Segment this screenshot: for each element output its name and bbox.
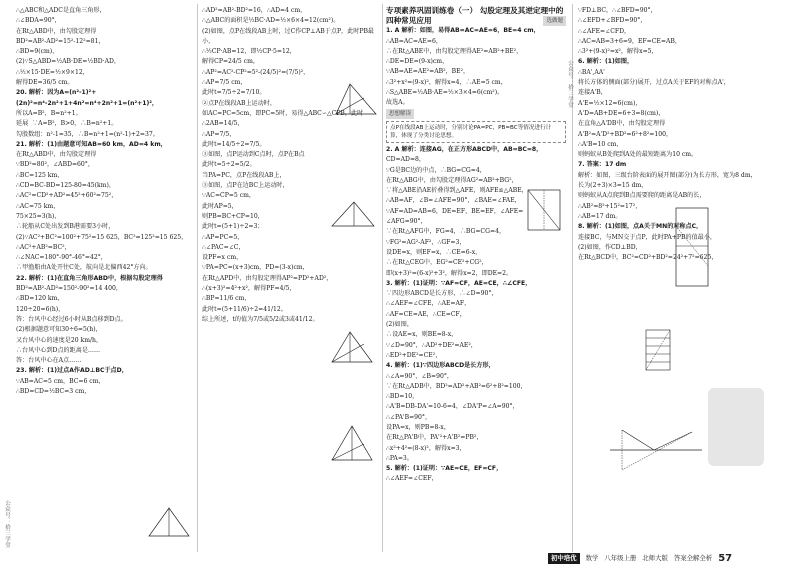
answer-line: ∴A'B=10 cm， [578, 140, 623, 148]
answer-line: 设DE=x，则EF=x，∴CE=6-x， [386, 248, 482, 256]
answer-line: ∴AF=CE=AE，∴CE=CF， [386, 310, 466, 318]
footer-subject: 数学 [585, 554, 599, 562]
answer-line: ∴BC=125 km， [16, 171, 64, 179]
answer-line: ∴DE=DE=(9-x)cm， [386, 58, 449, 66]
answer-line: 23. 解析：(1)过点A作AD⊥BC于点D， [16, 367, 128, 375]
answer-line: ∴BD=CD=½BC=3 cm， [16, 387, 91, 395]
answer-line: ∴甲渔船由A处开往C处，航向是北偏西42°方向。 [16, 264, 152, 272]
answer-line: ∴2AB=14/5， [202, 120, 244, 128]
answer-line: 连接BC，与MN交于点P，此时PA+PB的值最小， [578, 233, 716, 241]
answer-line: (2)∵AC²+BC²=100²+75²=15 625，BC²=125²=15 625， [16, 233, 188, 241]
answer-line: 故选A。 [386, 99, 409, 107]
answer-line: 在Rt△ABD中，由勾股定理得 [16, 27, 97, 35]
answer-line: 7. 答案：17 dm [578, 161, 627, 169]
footer-grade: 八年级上册 [604, 554, 637, 562]
answer-line: 在Rt△APD中，由勾股定理得AP²=PD²+AD²， [202, 274, 333, 282]
answer-line: BD²=AB²-AD²=150²-90²=14 400， [16, 285, 122, 293]
answer-line: ∵PA=PC=(x+3)cm，PD=(3-x)cm， [202, 264, 309, 272]
answer-line: ∴BD=120 km， [16, 295, 64, 303]
section-title: 专项素养巩固训练卷（一） 勾股定理及其逆定理中的四种常见应用 [386, 6, 564, 25]
answer-line: ∵在Rt△AFG中，FG=4，∴BG=CG=4， [386, 228, 506, 236]
tip-label: 思想解读 [386, 109, 414, 119]
answer-line: ∴AC=75 km， [16, 202, 60, 210]
square-figure [524, 186, 564, 234]
watermark-blob [708, 388, 764, 466]
answer-line: ∴AD²=AB²-BD²=16，∴AD=4 cm， [202, 7, 307, 14]
answer-line: 延展 ∵A=B²，B>0，∴B=n²+1。 [16, 120, 118, 128]
answer-line: ∴PA=3。 [386, 454, 413, 462]
answer-line: ∴∠PA'B=90°， [386, 413, 432, 421]
answer-line: 综上所述，t的值为7/5或5/2或3或41/12。 [202, 315, 319, 323]
answer-line: ∵在Rt△ADB中，BD²=AD²+AB²=6²+8²=100， [386, 382, 527, 390]
footer-section: 答案全解全析 [673, 554, 713, 562]
answer-line: ∴S△ABE=½AB·AE=½×3×4=6(cm²)。 [386, 89, 504, 97]
footer-edition: 北师大版 [642, 554, 668, 562]
answer-line: ∴台风中心到D点的距离是…… [16, 346, 101, 354]
answer-line: 在直角△A'DB中，由勾股定理得 [578, 120, 666, 128]
answer-line: ∵AB=AE=AE²=AB²，BE²， [386, 68, 470, 76]
answer-line: ∵AC=CP=5 cm， [202, 192, 256, 200]
answer-line: 4. 解析：(1)∵四边形ABCD是长方形， [386, 362, 495, 370]
answer-line: ∵BD²=80²，∠ABD=60°， [16, 161, 94, 169]
answer-line: ∴设AE=x，则BE=8-x， [386, 331, 458, 339]
answer-line: 21. 解析：(1)由题意可知AB=60 km，AD=4 km， [16, 140, 167, 148]
answer-line: ∴A'B=DB-DA'=10-6=4，∠DA'P=∠A=90°， [386, 403, 519, 411]
answer-line: ∵AF=AD=AB=6，DE=EF，BE=EF，∠AFE= [386, 207, 524, 215]
answer-line: 2. A 解析：连接AG，在正方形ABCD中，AB=BC=8， [386, 145, 543, 153]
answer-line: ∵FD⊥BC，∴∠BFD=90°， [578, 7, 657, 14]
answer-line: 此时t=(5+11/6)÷2=41/12。 [202, 305, 287, 313]
answer-line: 所以A=B²，B=n²+1。 [16, 109, 82, 117]
answer-line: ∴∠BDA=90°， [16, 17, 61, 25]
answer-line: 又台风中心的速度是20 km/h， [16, 336, 103, 344]
answer-line: (2)根据题意可知30÷6=5(h)， [16, 326, 102, 334]
answer-line: ∴½CP·AB=12，即½CP·5=12， [202, 48, 296, 56]
answer-line: ∴BD=10， [386, 393, 419, 401]
answer-line: ∴∠A=90°，∠B=90°， [386, 372, 453, 380]
answer-line: ∴∠AEF=∠CFE，∴AE=AF， [386, 300, 471, 308]
side-watermark-right: 公众号：拾三学堂 [567, 60, 573, 108]
answer-line: ∵AB=AC=5 cm，BC=6 cm， [16, 377, 105, 385]
answer-line: 20. 解析：因为A=(n²-1)²+(2n)²=n⁴-2n²+1+4n²=n⁴+2n²+1=(n²+1)²， [16, 89, 159, 107]
river-diagram-figure [608, 426, 704, 474]
answer-line: ∴AP²=AC²-CP²=5²-(24/5)²=(7/5)²， [202, 68, 310, 76]
answer-line: 将长方体的侧面(部分)展开，过点A关于EF的对称点A'， [578, 79, 730, 87]
answer-line: ∴(x+3)²=4²+x²，解得PF=4/5， [202, 285, 296, 293]
answer-line: ∵FG²=AG²-AF²，∴GF=3， [386, 238, 466, 246]
triangle-figure [330, 330, 374, 364]
answer-line: ∴∠EFD+∠BFD=90°， [578, 17, 647, 25]
answer-line: A'B²=A'D²+BD²=6²+8²=100， [578, 130, 673, 138]
answer-line: (2)∵S△ABD=½AB·DE=½BD·AD， [16, 58, 120, 66]
answer-line: ∴BP=11/6 cm， [202, 295, 251, 303]
answer-line: 在Rt△BCD中，BC²=CD²+BD²=24²+7²=625， [578, 254, 718, 262]
answer-line: (2)如图， [386, 321, 413, 329]
answer-line: 当PA=PC，点P在线段AB上， [202, 171, 286, 179]
tip-box: 点P在线段AB上运动时，分别讨论PA=PC，PB=BC等情况进行计算，体现了分类讨论思想。 [386, 121, 566, 143]
answer-line: 5. 解析：(1)证明：∵AE=CE，EF=CF， [386, 465, 503, 473]
answer-line: 1. A 解析：如图，易得AB=AC=AE=6，BE=4 cm， [386, 27, 540, 35]
column-divider [197, 4, 198, 552]
box-net-figure [672, 206, 712, 288]
answer-line: ∴3²+x²=(9-x)²，解得x=4，∴AE=5 cm， [386, 78, 507, 86]
answer-line: ∴ED²+DE²=CE²， [386, 351, 442, 359]
answer-line: ∴AC=AB=3+6=9，EF=CE=AB， [578, 37, 681, 45]
stairs-figure [640, 326, 676, 376]
page-number: 57 [718, 553, 733, 564]
answer-line: 3. 解析：(1)证明：∵AF=CF，AE=CE，∴∠CFE， [386, 279, 532, 287]
answer-line: 则蚂蚁从B处爬到A处的最短距离为10 cm。 [578, 151, 698, 159]
answer-line: 6. 解析：(1)如图， [578, 58, 634, 66]
answer-line: ③如图，点P运动到C点时，点P在B点 [202, 151, 305, 159]
answer-line: ∴∠PAC=∠C， [202, 243, 245, 251]
answer-line: ∴AC²=CD²+AD²=45²+60²=75²， [16, 192, 118, 200]
answer-line: ∴AB=17 dm。 [578, 212, 622, 220]
answer-line: 8. 解析：(1)如图，点A关于MN的对称点C， [578, 223, 703, 231]
answer-line: ∴在Rt△CEG中，EG²=CE²+CG²， [386, 259, 488, 267]
answer-line: 120÷20=6(h)， [16, 305, 65, 313]
answer-line: ∴AB=AF，∠B=∠AFE=90°，∠BAE=∠FAE， [386, 197, 521, 205]
answer-line: 设PF=x cm， [202, 254, 243, 262]
answer-line: 答：台风中心经过6小时从B点移到D点。 [16, 315, 127, 323]
answer-line: 设PA=x，则PB=8-x， [386, 423, 450, 431]
answer-line: 此时AP=5， [202, 202, 238, 210]
answer-line: 解得DE=36/5 cm。 [16, 79, 74, 87]
answer-line: ③如图，点P在边BC上运动时， [202, 182, 289, 190]
answer-line: ∴x²+4²=(8-x)²，解得x=3， [386, 444, 466, 452]
answer-line: ∵∠D=90°，∴AD²+DE²=AE²， [386, 341, 477, 349]
column-divider [382, 4, 383, 552]
answer-line: ∵四边形ABCD是长方形，∴∠D=90°， [386, 290, 498, 298]
answer-line: 此时t=14/5÷2=7/5。 [202, 140, 266, 148]
answer-column-3 [386, 6, 566, 552]
answer-line: ∠AFG=90°， [386, 218, 427, 226]
answer-line: (2)如图，点P在线段AB上时，过C作CP⊥AB于点P，此时PB最小， [202, 27, 375, 45]
answer-line: 此时t=7/5÷2=7/10。 [202, 89, 266, 97]
answer-line: ∴½×15·DE=½×9×12， [16, 68, 89, 76]
answer-line: ∴AB²=8²+15²=17²， [578, 202, 642, 210]
answer-line: ∵将△ABE沿AE折叠得到△AFE，则AFE≌△ABE， [386, 187, 528, 195]
answer-line: 在Rt△PA'B中，PA'²+A'B²=PB²， [386, 434, 483, 442]
answer-line: ∵G是BC边的中点，∴BG=CG=4， [386, 166, 486, 174]
answer-line: ∴AB=AC=AE=6， [386, 37, 442, 45]
answer-line: 22. 解析：(1)在直角三角形ABD中，根据勾股定理得 [16, 274, 163, 282]
answer-line: CD=AD=8， [386, 156, 426, 164]
answer-column-1 [16, 6, 194, 526]
section-badge: 选做题 [543, 16, 566, 26]
answer-line: ∴∠AEF=∠CEF， [386, 475, 438, 483]
answer-line: 连接A'B， [578, 89, 607, 97]
answer-line: 则蚂蚁从A点爬到B点需要爬的距离是AB的长， [578, 192, 706, 200]
answer-line: 解析：如图，三级台阶表面的展开图(部分)为长方形，宽为8 dm，长为(2+3)×3=15 dm， [578, 171, 757, 190]
answer-line: ∴∠NAC=180°-90°-46°=42°， [16, 254, 107, 262]
answer-line: A'D=AB+DE=6+3=8(cm)， [578, 109, 665, 117]
answer-line: 勾股数组：n²-1=35，∴B=n²+1=(n²-1)+2=37。 [16, 130, 159, 138]
side-watermark-left: 公众号：拾三学堂 [4, 500, 10, 548]
answer-line: ∴在Rt△ABE中，由勾股定理得AE²=AB²+BE²， [386, 47, 523, 55]
answer-line: 如AC=PC=5cm，即PC=5时，易得△ABC∽△CPB，此时 [202, 109, 364, 117]
answer-line: 在Rt△ABG中，由勾股定理得AG²=AB²+BG²， [386, 176, 518, 184]
answer-line: (2)如图，作CD⊥BD， [578, 243, 642, 251]
answer-line: ∴△ABC的面积是½BC·AD=½×6×4=12(cm²)。 [202, 17, 340, 25]
answer-line: 75×25=3(h)， [16, 212, 61, 220]
triangle-figure [146, 506, 192, 538]
answer-line: ∴CD=BC-BD=125-80=45(km)， [16, 182, 115, 190]
answer-line: ∴BA',AA' [578, 68, 605, 76]
answer-line: 在Rt△ABD中，由勾股定理得 [16, 151, 97, 159]
answer-line: A'E=½×12=6(cm)， [578, 99, 642, 107]
answer-line: BD²=AB²-AD²=15²-12²=81， [16, 37, 105, 45]
answer-line: 解得CP=24/5 cm， [202, 58, 259, 66]
answer-line: 则PB=BC+CP=10， [202, 212, 264, 220]
answer-line: ∴轮船从C处出发到B港需要3小时， [16, 223, 115, 231]
answer-line: 答：台风中心在A点…… [16, 357, 82, 365]
answer-line: ∴AC²+AB²=BC²， [16, 243, 71, 251]
answer-line: ∴AP=7/5， [202, 130, 236, 138]
footer-brand: 初中培优 [548, 553, 580, 564]
triangle-figure [330, 424, 374, 462]
answer-line: ∴AP=7/5 cm， [202, 79, 247, 87]
answer-line: ∴∠AFE=∠CFD， [578, 27, 631, 35]
triangle-figure [334, 82, 378, 116]
answer-line: ∴AP=PC=5， [202, 233, 244, 241]
answer-line: 即(x+3)²=(6-x)²+3²，解得x=2，即DE=2。 [386, 269, 513, 277]
answer-line: ∴BD=9(cm)， [16, 48, 59, 56]
answer-line: 此时t=5÷2=5/2。 [202, 161, 256, 169]
answer-line: ∴△ABC和△ADC是直角三角形， [16, 7, 106, 14]
answer-line: ∴3²+(9-x)²=x²，解得x=5， [578, 48, 658, 56]
answer-line: 此时t=(5+1)÷2=3； [202, 223, 264, 231]
answer-line: ②点P在线段AB上运动时， [202, 99, 276, 107]
page-footer [548, 553, 732, 564]
triangle-figure [330, 200, 376, 228]
